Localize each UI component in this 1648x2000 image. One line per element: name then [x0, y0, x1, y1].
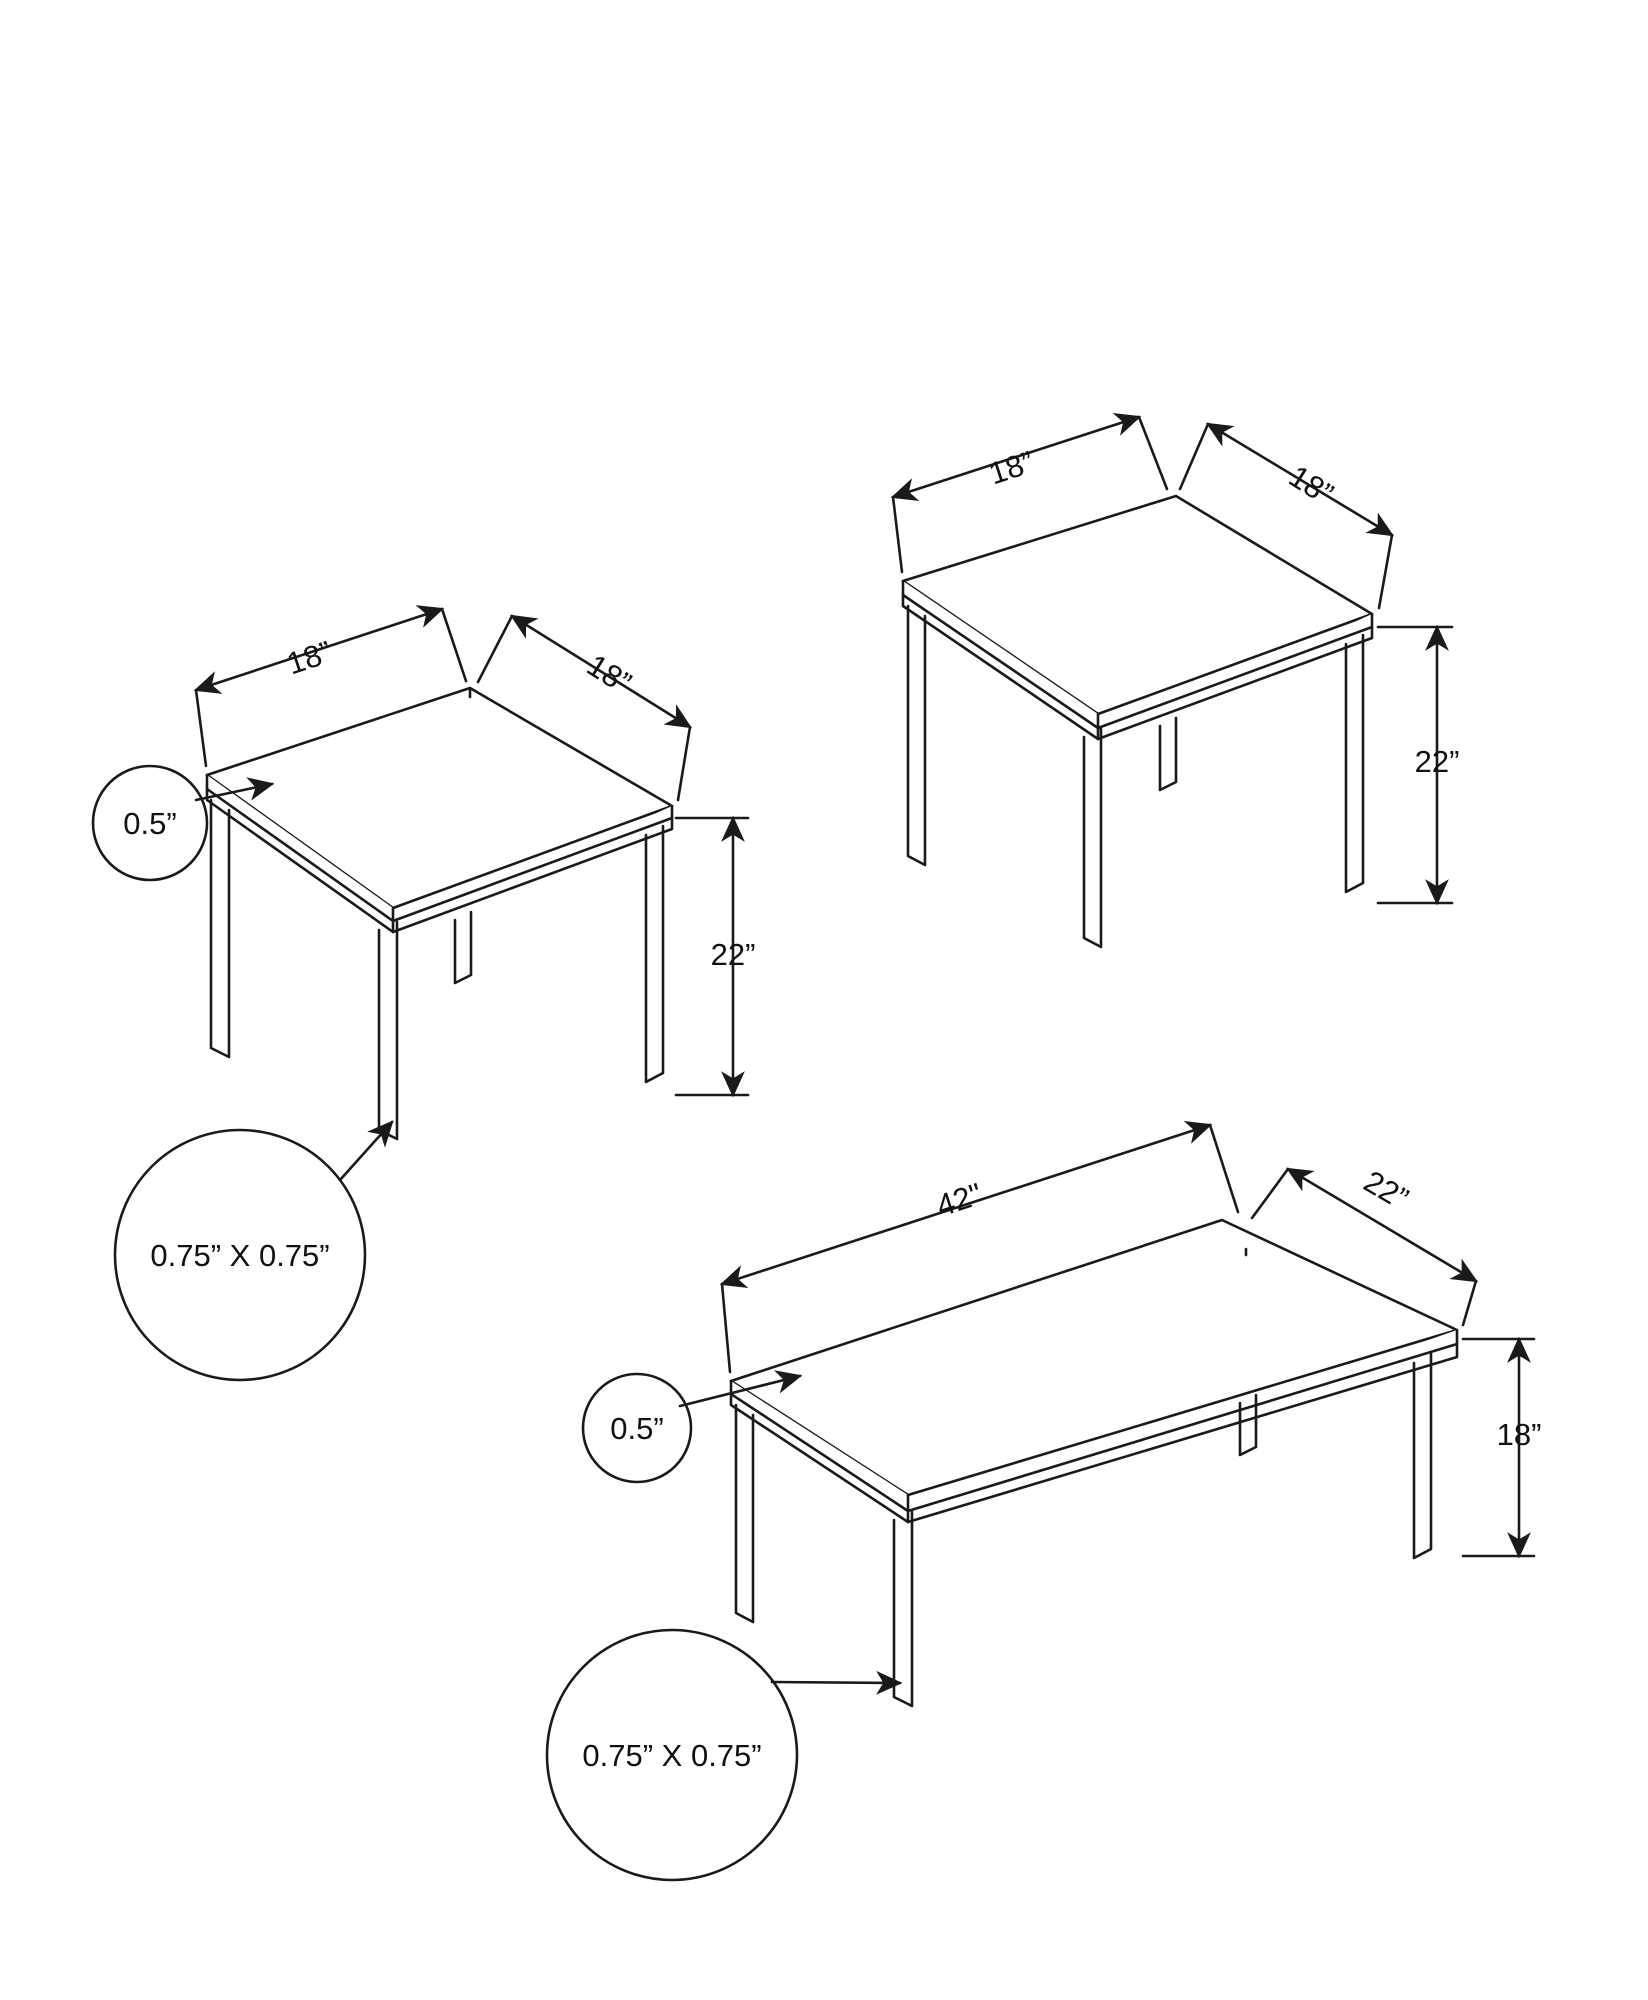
- coffee-table-height-label: 18”: [1496, 1417, 1542, 1453]
- left-table-thickness-label: 0.5”: [123, 806, 177, 842]
- left-table-width-label: 18”: [282, 634, 337, 682]
- left-table-leg-label: 0.75” X 0.75”: [150, 1238, 330, 1274]
- coffee-table-thickness-label: 0.5”: [610, 1411, 664, 1447]
- left-table-height-label: 22”: [710, 937, 756, 973]
- left-table-depth-label: 18”: [580, 647, 638, 701]
- coffee-table-width-label: 42": [932, 1176, 987, 1224]
- right-table-height-label: 22”: [1414, 744, 1460, 780]
- coffee-table-leg-label: 0.75” X 0.75”: [582, 1738, 762, 1774]
- coffee-table-drawing: [731, 1220, 1457, 1706]
- right-table-depth-label: 18”: [1282, 458, 1340, 512]
- end-table-right-drawing: [903, 496, 1372, 947]
- coffee-table-depth-label: 22”: [1358, 1163, 1415, 1217]
- end-table-left-drawing: [207, 688, 672, 1139]
- right-table-width-label: 18”: [984, 444, 1039, 492]
